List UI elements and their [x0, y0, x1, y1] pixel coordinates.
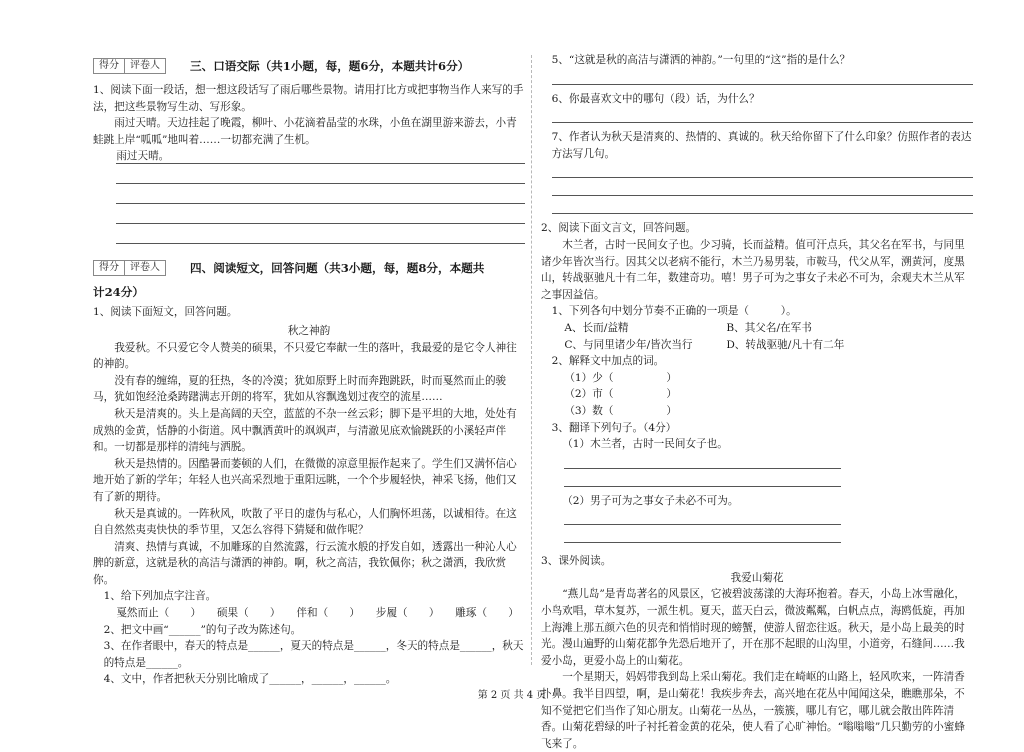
- question-5: 5、“这就是秋的高洁与潇洒的神韵。”一句里的“这”指的是什么？: [551, 54, 851, 66]
- classical-intro: 2、阅读下面文言文，回答问题。: [541, 222, 697, 235]
- right-column: [541, 52, 973, 752]
- classical-text: 木兰者，古时一民间女子也。少习骑，长而益精。值可汗点兵，其父名在军书，与同里诸少年皆次当行。因其父以老病不能行，木兰乃易男装，市鞍马，代父从军，溯黄河，度黑山，转战驱驰凡十有二年，数建奇功。嘻！男子可为之事女子未必不可为，余观夫木兰从军之事因益信。: [541, 238, 965, 301]
- classical-q3-sentence2: （2）男子可为之事女子未必不可为。: [562, 494, 739, 507]
- classical-q2-item: （2）市（ ）: [564, 388, 677, 401]
- section3-passage: 雨过天晴。天边挂起了晚霞，柳叶、小花滴着晶莹的水珠，小鱼在湖里游来游去，小青蛙跳上岸“呱呱”地叫着……一切都充满了生机。: [93, 117, 517, 146]
- score-label: 得分: [99, 60, 119, 71]
- left-column: [93, 52, 525, 688]
- question-7: 7、作者认为秋天是清爽的、热情的、真诚的。秋天给你留下了什么印象？仿照作者的表达方法写几句。: [551, 131, 972, 160]
- extra-reading-paragraph: “燕儿岛”是青岛著名的风景区，它被碧波荡漾的大海环抱着。春天，小岛上冰雪融化，小鸟欢唱，草木复苏，一派生机。夏天，蓝天白云，微波粼粼，白帆点点，海鸥低旋，再加上海滩上那五颜六色的贝壳和悄悄时现的螃蟹，使游人留恋往返。秋天，是小岛上最美的时光。漫山遍野的山菊花都争先恐后地开了，开在那不起眼的山沟里，小道旁，石缝间……我爱小岛，更爱小岛上的山菊花。: [541, 588, 965, 667]
- option-b: B、其父名/在军书: [726, 321, 812, 334]
- grader-label: 评卷人: [124, 59, 165, 73]
- reading-intro: 1、阅读下面短文，回答问题。: [93, 306, 238, 319]
- score-box: [93, 58, 166, 74]
- passage-paragraph: 秋天是清爽的。头上是高阔的天空，蓝蓝的不杂一丝云彩；脚下是平坦的大地，处处有成熟的金黄，恬静的小街道。风中飘洒黄叶的飒飒声，与清澈见底欢愉跳跃的小溪轻声伴和。一切都是那样的清纯与洒脱。: [93, 407, 517, 454]
- passage-paragraph: 我爱秋。不只爱它令人赞美的硕果，不只爱它奉献一生的落叶，我最爱的是它令人神往的神韵。: [93, 341, 517, 371]
- section3-question: 1、阅读下面一段话，想一想这段话写了雨后哪些景物。请用打比方或把事物当作人来写的手法，把这些景物写生动、写形象。: [93, 84, 524, 113]
- option-c: C、与同里诸少年/皆次当行: [564, 338, 693, 351]
- sub-question: 2、把文中画“______”的句子改为陈述句。: [103, 623, 302, 636]
- classical-q3: 3、翻译下列句子。（4分）: [551, 421, 677, 434]
- answer-line: [564, 471, 841, 487]
- section3-title: 三、口语交际（共1小题，每，题6分，本题共计6分）: [190, 58, 470, 73]
- classical-q2-item: （1）少（ ）: [564, 371, 677, 384]
- sub-question: 1、给下列加点字注音。: [103, 590, 217, 603]
- answer-line: [552, 162, 973, 178]
- classical-q3-sentence1: （1）木兰者，古时一民间女子也。: [562, 438, 728, 451]
- classical-q1: 1、下列各句中划分节奏不正确的一项是（ ）。: [551, 305, 797, 318]
- section4-title-cont: 计24分）: [93, 285, 144, 300]
- section3-answer-area: [93, 148, 525, 244]
- sub-question: 3、在作者眼中，春天的特点是______，夏天的特点是______，冬天的特点是______，秋天的特点是______。: [103, 640, 524, 669]
- answer-line: [552, 107, 973, 123]
- score-box: [93, 260, 166, 276]
- section3-header: [93, 52, 525, 80]
- answer-line: [552, 180, 973, 196]
- classical-q1-options-row1: [541, 320, 973, 337]
- grader-label: 评卷人: [124, 261, 165, 275]
- answer-line: [116, 148, 525, 164]
- answer-line: [116, 208, 525, 224]
- score-label: 得分: [99, 262, 119, 274]
- classical-q2-item: （3）数（ ）: [564, 404, 677, 417]
- passage-paragraph: 清爽、热情与真诚，不加雕琢的自然流露，行云流水般的抒发自如，透露出一种沁人心脾的新意，这就是秋的高洁与潇洒的神韵。啊，秋之高洁，我钦佩你；秋之潇洒，我欣赏你。: [93, 540, 517, 586]
- passage-paragraph: 没有春的缠绵，夏的狂热，冬的冷漠；犹如原野上时而奔跑跳跃，时而戛然而止的骏马，犹如饱经沧桑踌躇满志开朗的将军，犹如从容飘逸划过夜空的流星……: [93, 374, 507, 404]
- pinyin-items: 戛然而止（ ） 硕果（ ） 伴和（ ） 步履（ ） 雕琢（ ）: [116, 607, 519, 620]
- section4-header: [93, 254, 525, 282]
- passage-paragraph: 秋天是热情的。因酷暑而萎顿的人们，在微微的凉意里振作起来了。学生们又满怀信心地开始了新的学年；年轻人也兴高采烈地于重阳远眺，一个个步履轻快，神采飞扬，他们又有了新的期待。: [93, 457, 517, 503]
- sub-question: 4、文中，作者把秋天分别比喻成了______，______，______。: [103, 673, 397, 686]
- answer-line: [116, 228, 525, 244]
- passage-title: 秋之神韵: [287, 324, 331, 337]
- question-6: 6、你最喜欢文中的哪句（段）话，为什么？: [551, 92, 760, 105]
- classical-q2: 2、解释文中加点的词。: [551, 355, 665, 368]
- answer-starter: 雨过天晴。: [116, 150, 170, 163]
- extra-reading-paragraph: 一个星期天，妈妈带我到岛上采山菊花。我们走在崎岖的山路上，轻风吹来，一阵清香扑鼻。我半目四望，啊，是山菊花！我疾步奔去，高兴地在花丛中闻闻这朵，瞧瞧那朵，不知不觉把它们当作了知心朋友。山菊花一丛丛，一簇簇，哪儿有它，哪儿就会散出阵阵清香。山菊花碧绿的叶子衬托着金黄的花朵，使人看了心旷神怡。“嗡嗡嗡”几只勤劳的小蜜蜂飞来了。: [541, 671, 965, 750]
- extra-reading-intro: 3、课外阅读。: [541, 555, 612, 568]
- section4-title: 四、阅读短文，回答问题（共3小题，每，题8分，本题共: [190, 261, 485, 276]
- option-d: D、转战驱驰/凡十有二年: [726, 338, 845, 351]
- answer-line: [116, 188, 525, 204]
- answer-line: [116, 168, 525, 184]
- extra-reading-title: 我爱山菊花: [730, 571, 784, 584]
- classical-q1-options-row2: [541, 337, 973, 354]
- page-footer: 第 2 页 共 4 页: [477, 690, 547, 701]
- answer-line: [564, 509, 841, 525]
- passage-paragraph: 秋天是真诚的。一阵秋风，吹散了平日的虚伪与私心，人们胸怀坦荡，以诚相待。在这自自然然夷夷快快的季节里，又怎么容得下猜疑和做作呢？: [93, 507, 517, 537]
- column-divider: [531, 55, 532, 665]
- option-a: A、长而/益精: [564, 321, 629, 334]
- answer-line: [552, 198, 973, 214]
- answer-line: [552, 69, 973, 85]
- answer-line: [564, 527, 841, 543]
- answer-line: [564, 453, 841, 469]
